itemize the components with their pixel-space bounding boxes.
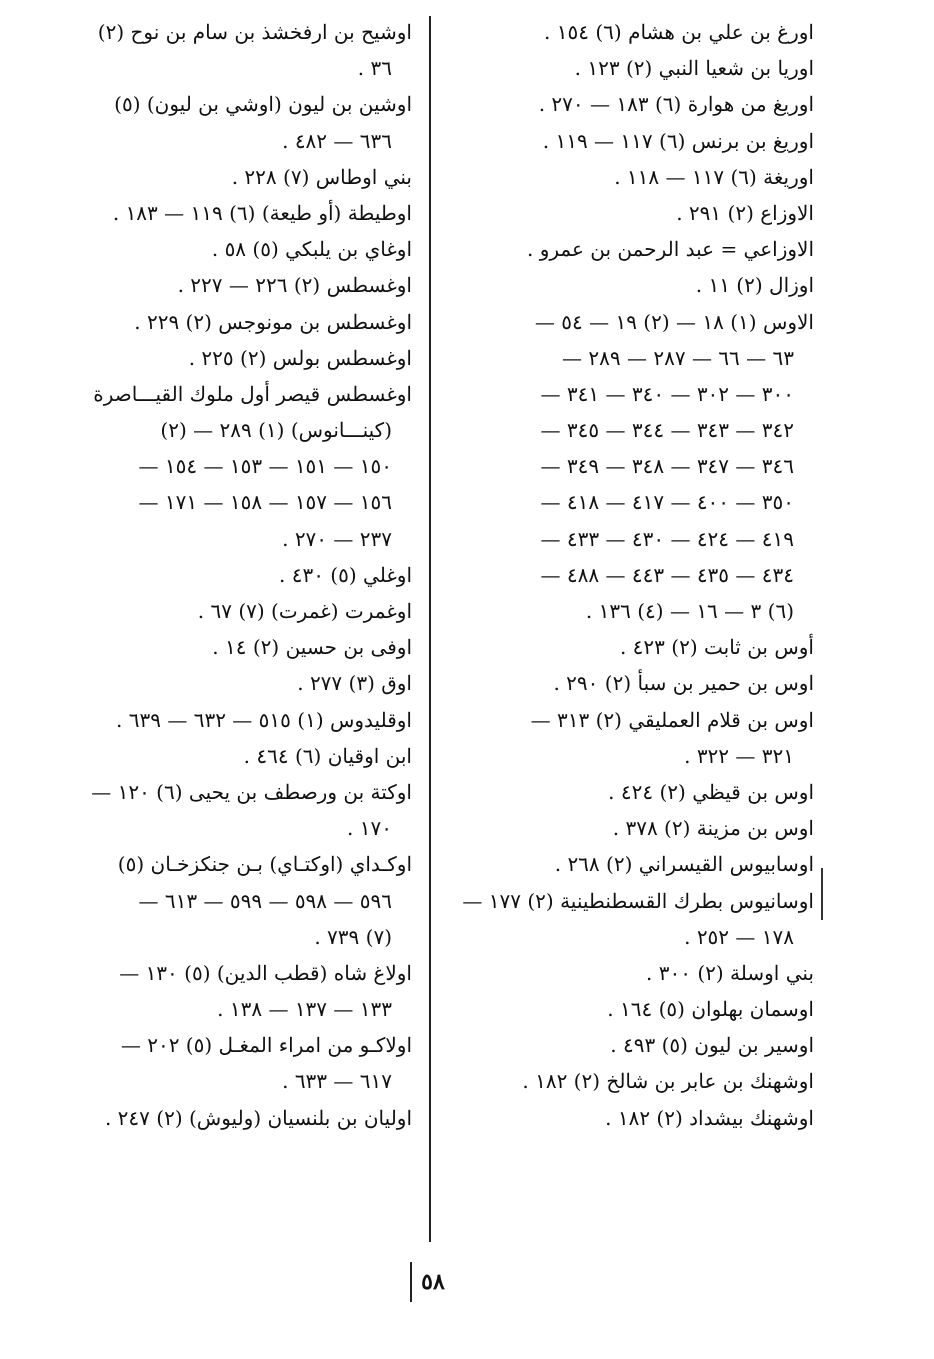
index-entry: اوس بن حمير بن سبأ (٢) ٢٩٠ .: [553, 671, 814, 696]
index-entry: اوقليدوس (١) ٥١٥ — ٦٣٢ — ٦٣٩ .: [116, 707, 412, 732]
index-entry: اوغسطس بن مونوجس (٢) ٢٢٩ .: [134, 309, 412, 334]
index-entry: اوسمان بهلوان (٥) ١٦٤ .: [607, 997, 814, 1022]
index-entry: اوغاي بن يلبكي (٥) ٥٨ .: [211, 237, 412, 262]
index-entry: اوشهنك بيشداد (٢) ١٨٢ .: [605, 1105, 814, 1130]
index-entry: اوغسطس قيصر أول ملوك القيـــاصرة: [93, 381, 412, 406]
index-entry: أوس بن ثابت (٢) ٤٢٣ .: [619, 635, 814, 660]
index-entry-continuation: ٣٥٠ — ٤٠٠ — ٤١٧ — ٤١٨ —: [540, 490, 794, 515]
index-entry: اورغ بن علي بن هشام (٦) ١٥٤ .: [544, 20, 814, 44]
index-entry: اوشيح بن ارفخشذ بن سام بن نوح (٢): [97, 20, 412, 44]
index-entry: اوغسطس (٢) ٢٢٦ — ٢٢٧ .: [177, 273, 412, 298]
index-entry: الاوزاع (٢) ٢٩١ .: [676, 200, 814, 225]
index-entry: اوغلي (٥) ٤٣٠ .: [279, 562, 412, 587]
index-entry-continuation: ١٥٠ — ١٥١ — ١٥٣ — ١٥٤ —: [138, 454, 392, 479]
index-entry: اولاكـو من امراء المغـل (٥) ٢٠٢ —: [120, 1033, 412, 1058]
index-entry: ابن اوقيان (٦) ٤٦٤ .: [243, 743, 412, 768]
index-entry-continuation: ٣٦ .: [357, 56, 392, 81]
column-divider: [429, 16, 431, 1242]
index-entry-continuation: ٦٣٦ — ٤٨٢ .: [282, 128, 392, 153]
index-entry-continuation: ١٧٠ .: [347, 816, 392, 841]
index-entry: الاوزاعي = عبد الرحمن بن عمرو .: [527, 237, 814, 262]
index-entry-continuation: ١٥٦ — ١٥٧ — ١٥٨ — ١٧١ —: [138, 490, 392, 515]
index-entry-continuation: ٦١٧ — ٦٣٣ .: [282, 1069, 392, 1094]
index-entry: اوكـداي (اوكتـاي) بـن جنكزخـان (٥): [117, 852, 412, 877]
index-entry: اوريغ من هوارة (٦) ١٨٣ — ٢٧٠ .: [538, 92, 814, 117]
index-entry: اوغمرت (غمرت) (٧) ٦٧ .: [197, 599, 412, 623]
index-entry: اوسانيوس بطرك القسطنطينية (٢) ١٧٧ —: [462, 888, 814, 913]
index-entry-continuation: ٣٠٠ — ٣٠٢ — ٣٤٠ — ٣٤١ —: [540, 381, 794, 406]
index-entry-continuation: ٢٣٧ — ٢٧٠ .: [282, 526, 392, 551]
index-entry: اولاغ شاه (قطب الدين) (٥) ١٣٠ —: [119, 960, 412, 985]
index-entry: اوريا بن شعيا النبي (٢) ١٢٣ .: [574, 56, 814, 81]
index-entry-continuation: (كينـــانوس) (١) ٢٨٩ — (٢): [160, 418, 392, 443]
index-entry-continuation: ١٣٣ — ١٣٧ — ١٣٨ .: [217, 997, 392, 1022]
index-entry: اوكتة بن ورصطف بن يحيى (٦) ١٢٠ —: [91, 779, 412, 804]
index-column-right: [462, 14, 814, 1136]
index-column-left: [60, 14, 412, 1136]
index-entry: اوزال (٢) ١١ .: [695, 273, 814, 298]
index-entry: اوس بن مزينة (٢) ٣٧٨ .: [612, 816, 814, 841]
index-entry: بني اوطاس (٧) ٢٢٨ .: [231, 164, 412, 189]
index-entry-continuation: ٤١٩ — ٤٢٤ — ٤٣٠ — ٤٣٣ —: [540, 526, 794, 551]
index-entry-continuation: (٧) ٧٣٩ .: [314, 924, 392, 949]
index-entry: اوشهنك بن عابر بن شالخ (٢) ١٨٢ .: [522, 1069, 814, 1094]
index-entry: اوسابيوس القيسراني (٢) ٢٦٨ .: [554, 852, 814, 877]
index-entry-continuation: ٤٣٤ — ٤٣٥ — ٤٤٣ — ٤٨٨ —: [540, 562, 794, 587]
index-entry: اوس بن قلام العمليقي (٢) ٣١٣ —: [530, 707, 814, 732]
index-entry: اوريغ بن برنس (٦) ١١٧ — ١١٩ .: [542, 128, 814, 153]
index-entry-continuation: (٦) ٣ — ١٦ — (٤) ١٣٦ .: [585, 599, 794, 623]
index-entry-continuation: ٣٤٦ — ٣٤٧ — ٣٤٨ — ٣٤٩ —: [540, 454, 794, 479]
index-entry: اوق (٣) ٢٧٧ .: [297, 671, 412, 696]
margin-mark: [821, 868, 823, 920]
index-entry-continuation: ٣٢١ — ٣٢٢ .: [684, 743, 794, 768]
index-entry-continuation: ٦٣ — ٦٦ — ٢٨٧ — ٢٨٩ —: [562, 345, 794, 370]
index-entry: اوشين بن ليون (اوشي بن ليون) (٥): [114, 92, 412, 117]
index-entry-continuation: ١٧٨ — ٢٥٢ .: [684, 924, 794, 949]
index-entry: الاوس (١) ١٨ — (٢) ١٩ — ٥٤ —: [534, 309, 814, 334]
index-entry: اوسير بن ليون (٥) ٤٩٣ .: [610, 1033, 814, 1058]
index-entry-continuation: ٣٤٢ — ٣٤٣ — ٣٤٤ — ٣٤٥ —: [540, 418, 794, 443]
index-entry-continuation: ٥٩٦ — ٥٩٨ — ٥٩٩ — ٦١٣ —: [138, 888, 392, 913]
index-entry: اوليان بن بلنسيان (وليوش) (٢) ٢٤٧ .: [104, 1105, 412, 1130]
page-number: ٥٨: [421, 1269, 445, 1295]
index-entry: اوريغة (٦) ١١٧ — ١١٨ .: [614, 164, 814, 189]
index-entry: اوفى بن حسين (٢) ١٤ .: [212, 635, 412, 660]
index-entry: اوغسطس بولس (٢) ٢٢٥ .: [188, 345, 412, 370]
index-entry: اوطيطة (أو طيعة) (٦) ١١٩ — ١٨٣ .: [112, 200, 412, 225]
index-entry: بني اوسلة (٢) ٣٠٠ .: [646, 960, 814, 985]
index-entry: اوس بن قيظي (٢) ٤٢٤ .: [608, 779, 814, 804]
